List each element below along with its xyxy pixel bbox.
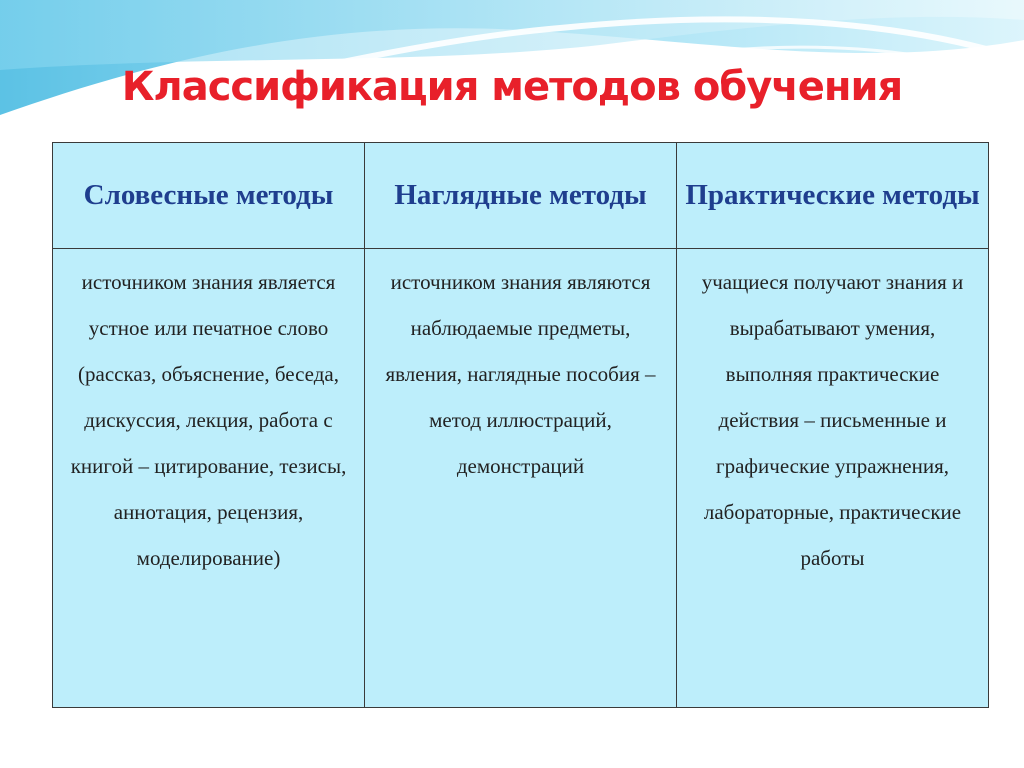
cell-text: источником знания является устное или печатное слово (рассказ, объяснение, беседа, дискуссия, лекция, работа с книгой – цитирование, тезисы, аннотация, рецензия, моделирование) xyxy=(70,270,347,570)
column-header-practical xyxy=(677,143,989,249)
column-header-label: Словесные методы xyxy=(83,179,334,211)
cell-text: учащиеся получают знания и вырабатывают умения, выполняя практические действия – письменные и графические упражнения, лабораторные, практические работы xyxy=(701,270,964,570)
cell-text: источником знания являются наблюдаемые предметы, явления, наглядные пособия – метод иллюстраций, демонстраций xyxy=(385,270,656,478)
slide-title: Классификация методов обучения xyxy=(121,64,903,110)
methods-table xyxy=(52,142,989,708)
table-row xyxy=(53,249,989,708)
cell-verbal-description xyxy=(53,249,365,708)
column-header-label: Наглядные методы xyxy=(394,179,647,211)
column-header-verbal xyxy=(53,143,365,249)
cell-practical-description xyxy=(677,249,989,708)
column-header-visual xyxy=(365,143,677,249)
cell-visual-description xyxy=(365,249,677,708)
table-header-row xyxy=(53,143,989,249)
column-header-label: Практические методы xyxy=(685,179,980,211)
